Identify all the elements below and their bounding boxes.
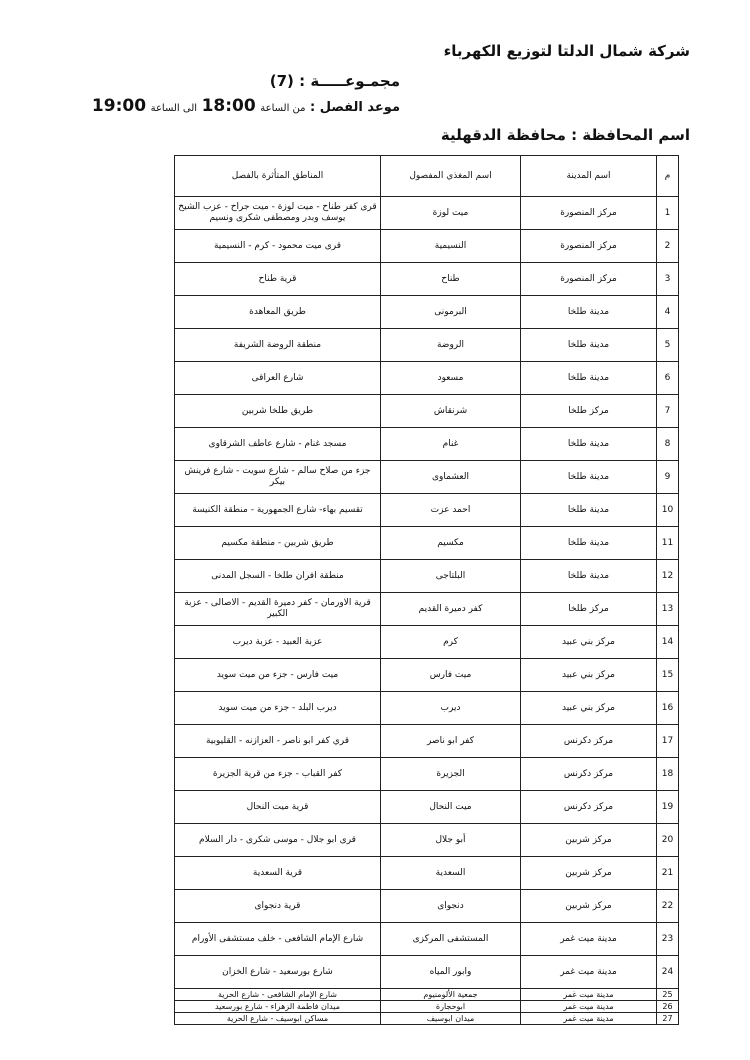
table-row [175, 362, 679, 395]
group-number: مجمـوعـــــة : (7) [269, 72, 400, 90]
cell-feeder: البلتاجى [381, 560, 521, 593]
table-row [175, 560, 679, 593]
table-header-row [175, 156, 679, 197]
table-row [175, 824, 679, 857]
governorate-name: اسم المحافظة : محافظة الدقهلية [440, 126, 690, 144]
cell-city: مدينة طلخا [521, 461, 657, 494]
table-row [175, 329, 679, 362]
table-row [175, 956, 679, 989]
cell-num: 22 [657, 890, 679, 923]
cell-num: 20 [657, 824, 679, 857]
cell-city: مدينة طلخا [521, 362, 657, 395]
cell-num: 4 [657, 296, 679, 329]
table-row [175, 527, 679, 560]
cell-area: ميت فارس - جزء من ميت سويد [175, 659, 381, 692]
cell-feeder: ابوحجارة [381, 1001, 521, 1013]
cell-city: مركز المنصورة [521, 230, 657, 263]
cell-area: ديرب البلد - جزء من ميت سويد [175, 692, 381, 725]
cell-city: مركز بني عبيد [521, 659, 657, 692]
cell-feeder: مسعود [381, 362, 521, 395]
cell-feeder: النسيمية [381, 230, 521, 263]
cell-feeder: غنام [381, 428, 521, 461]
cell-area: شارع العراقى [175, 362, 381, 395]
to-label: الى الساعة [150, 103, 198, 114]
table-row [175, 461, 679, 494]
cell-feeder: ديرب [381, 692, 521, 725]
cell-feeder: المستشفى المركزى [381, 923, 521, 956]
cell-area: ميدان فاطمة الزهراء - شارع بورسعيد [175, 1001, 381, 1013]
cell-city: مدينة طلخا [521, 494, 657, 527]
cell-city: مركز طلخا [521, 395, 657, 428]
cell-area: تقسيم بهاء- شارع الجمهورية - منطقة الكنيسة [175, 494, 381, 527]
cell-num: 3 [657, 263, 679, 296]
cell-num: 19 [657, 791, 679, 824]
cell-feeder: كرم [381, 626, 521, 659]
table-row [175, 1013, 679, 1025]
cell-feeder: كفر ابو ناصر [381, 725, 521, 758]
cell-city: مدينة طلخا [521, 560, 657, 593]
cell-num: 21 [657, 857, 679, 890]
header-num: م [657, 156, 679, 197]
cell-area: قري كفر ابو ناصر - العزازنه - القليوبية [175, 725, 381, 758]
table-row [175, 494, 679, 527]
cell-num: 24 [657, 956, 679, 989]
cell-area: قرية ميت النحال [175, 791, 381, 824]
cell-feeder: دنجواى [381, 890, 521, 923]
cell-area: قرى كفر طناح - ميت لوزة - ميت جراح - عزب الشيخ يوسف وبدر ومصطفى شكرى ونسيم [175, 197, 381, 230]
from-label: من الساعة [260, 103, 306, 114]
table-row [175, 593, 679, 626]
cell-num: 5 [657, 329, 679, 362]
table-row [175, 725, 679, 758]
cell-area: شارع الإمام الشافعى - شارع الحرية [175, 989, 381, 1001]
cell-city: مركز شربين [521, 890, 657, 923]
cell-area: طريق طلخا شربين [175, 395, 381, 428]
cell-num: 23 [657, 923, 679, 956]
cell-num: 2 [657, 230, 679, 263]
cell-num: 1 [657, 197, 679, 230]
table-row [175, 989, 679, 1001]
cell-feeder: وابور المياه [381, 956, 521, 989]
cell-feeder: جمعية الألومنيوم [381, 989, 521, 1001]
cell-num: 13 [657, 593, 679, 626]
cell-area: قرية دنجواى [175, 890, 381, 923]
cell-feeder: الجزيرة [381, 758, 521, 791]
cell-num: 18 [657, 758, 679, 791]
cell-area: قرى ابو جلال - موسى شكرى - دار السلام [175, 824, 381, 857]
cell-num: 16 [657, 692, 679, 725]
cell-feeder: ميت لوزة [381, 197, 521, 230]
table-row [175, 758, 679, 791]
cell-num: 27 [657, 1013, 679, 1025]
cell-city: مركز شربين [521, 857, 657, 890]
cell-feeder: مكسيم [381, 527, 521, 560]
cell-feeder: طناح [381, 263, 521, 296]
to-time: 19:00 [91, 96, 147, 116]
table-row [175, 395, 679, 428]
table-row [175, 923, 679, 956]
cell-num: 15 [657, 659, 679, 692]
cell-area: مساكن ابوسيف - شارع الحرية [175, 1013, 381, 1025]
cell-num: 26 [657, 1001, 679, 1013]
cell-area: منطقة افران طلخا - السجل المدنى [175, 560, 381, 593]
cell-city: مركز دكرنس [521, 725, 657, 758]
cell-area: كفر القباب - جزء من قرية الجزيرة [175, 758, 381, 791]
cell-area: جزء من صلاح سالم - شارع سويت - شارع فرينش بيكر [175, 461, 381, 494]
header-area: المناطق المتأثرة بالفصل [175, 156, 381, 197]
cell-city: مركز بني عبيد [521, 626, 657, 659]
cell-city: مركز شربين [521, 824, 657, 857]
cell-feeder: الروضة [381, 329, 521, 362]
cell-num: 6 [657, 362, 679, 395]
cell-city: مدينة ميت غمر [521, 956, 657, 989]
cell-city: مركز دكرنس [521, 791, 657, 824]
table-row [175, 197, 679, 230]
cell-city: مدينة ميت غمر [521, 923, 657, 956]
table-row [175, 626, 679, 659]
cell-area: منطقة الروضة الشريفة [175, 329, 381, 362]
cell-feeder: كفر دميرة القديم [381, 593, 521, 626]
from-time: 18:00 [201, 96, 256, 116]
cell-num: 8 [657, 428, 679, 461]
cell-num: 7 [657, 395, 679, 428]
table-row [175, 230, 679, 263]
cell-city: مدينة ميت غمر [521, 989, 657, 1001]
header-city: اسم المدينة [521, 156, 657, 197]
cell-feeder: العشماوى [381, 461, 521, 494]
cell-num: 25 [657, 989, 679, 1001]
cell-area: قرى ميت محمود - كرم - النسيمية [175, 230, 381, 263]
cell-area: شارع الإمام الشافعى - خلف مستشفى الأورام [175, 923, 381, 956]
cell-feeder: أبو جلال [381, 824, 521, 857]
company-name: شركة شمال الدلتا لتوزيع الكهرباء [443, 42, 690, 60]
cell-feeder: احمد عزت [381, 494, 521, 527]
table-body [175, 197, 679, 1025]
table-row [175, 692, 679, 725]
cell-city: مدينة طلخا [521, 527, 657, 560]
cutoff-time [92, 96, 400, 116]
cell-city: مركز دكرنس [521, 758, 657, 791]
cell-num: 14 [657, 626, 679, 659]
cell-feeder: البرمونى [381, 296, 521, 329]
table-row [175, 1001, 679, 1013]
table-row [175, 791, 679, 824]
header-feeder: اسم المغذي المفصول [381, 156, 521, 197]
cell-area: قرية الاورمان - كفر دميرة القديم - الاصالى - عزبة الكبير [175, 593, 381, 626]
table-row [175, 428, 679, 461]
cell-feeder: ميت فارس [381, 659, 521, 692]
cell-feeder: ميت النحال [381, 791, 521, 824]
cell-area: عزبة العبيد - عزبة ديرب [175, 626, 381, 659]
cell-area: شارع بورسعيد - شارع الخزان [175, 956, 381, 989]
cell-city: مركز بني عبيد [521, 692, 657, 725]
cell-num: 12 [657, 560, 679, 593]
cell-city: مدينة ميت غمر [521, 1001, 657, 1013]
table-row [175, 890, 679, 923]
cell-city: مدينة ميت غمر [521, 1013, 657, 1025]
cell-city: مدينة طلخا [521, 428, 657, 461]
cell-num: 17 [657, 725, 679, 758]
table-row [175, 857, 679, 890]
cell-num: 11 [657, 527, 679, 560]
cell-num: 9 [657, 461, 679, 494]
cutoff-label: موعد الفصل : [310, 100, 400, 115]
cell-city: مركز المنصورة [521, 197, 657, 230]
cell-feeder: ميدان ابوسيف [381, 1013, 521, 1025]
cell-city: مدينة طلخا [521, 296, 657, 329]
cell-feeder: شرنقاش [381, 395, 521, 428]
cell-area: مسجد غنام - شارع عاطف الشرقاوى [175, 428, 381, 461]
cell-area: طريق المعاهدة [175, 296, 381, 329]
cell-feeder: السعدية [381, 857, 521, 890]
cell-area: قرية السعدية [175, 857, 381, 890]
table-row [175, 296, 679, 329]
cell-area: قرية طناح [175, 263, 381, 296]
table-row [175, 263, 679, 296]
cell-city: مركز طلخا [521, 593, 657, 626]
cell-area: طريق شربين - منطقة مكسيم [175, 527, 381, 560]
cell-city: مركز المنصورة [521, 263, 657, 296]
cell-city: مدينة طلخا [521, 329, 657, 362]
cell-num: 10 [657, 494, 679, 527]
table-row [175, 659, 679, 692]
outage-schedule-table [174, 155, 679, 1025]
